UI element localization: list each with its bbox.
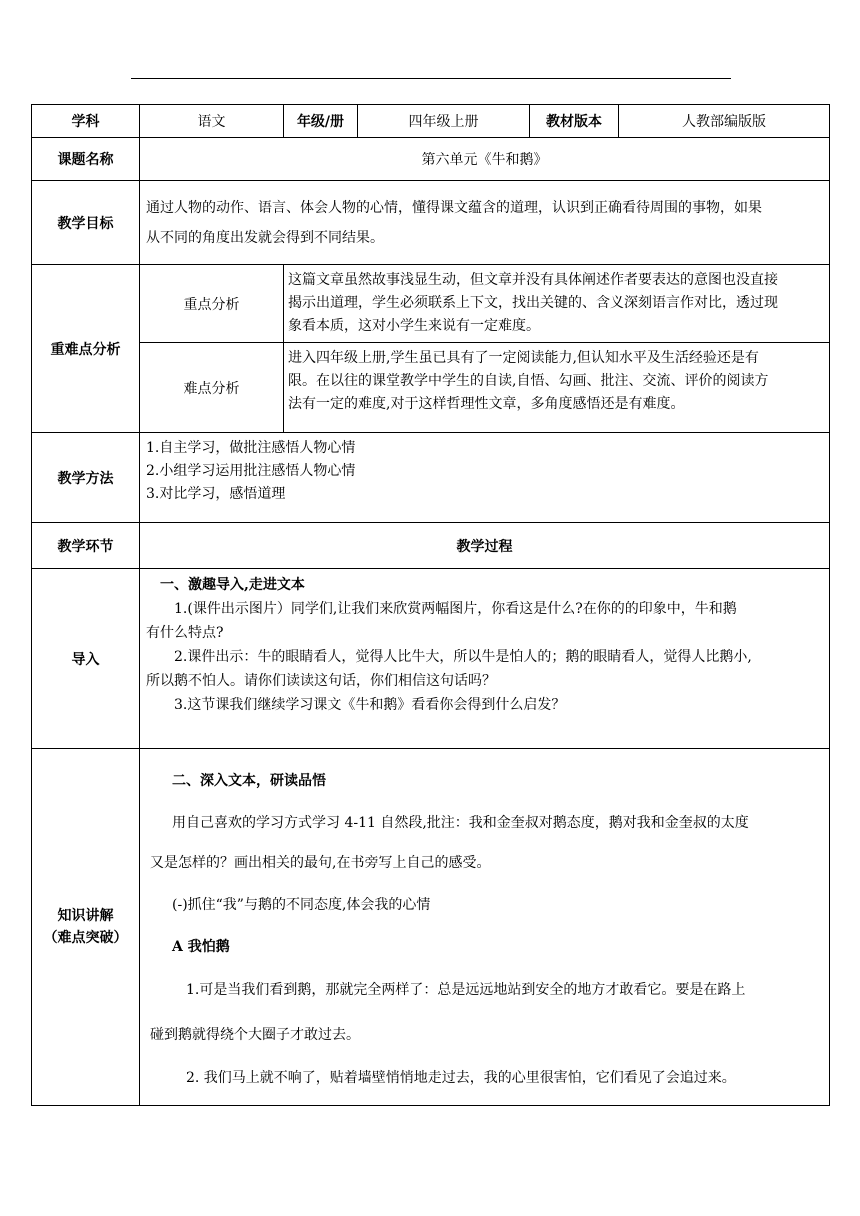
method-item-1: 1.自主学习，做批注感悟人物心情 (146, 440, 356, 456)
knowledge-row (32, 749, 830, 1106)
knowledge-p3: 2. 我们马上就不响了，贴着墙壁悄悄地走过去，我的心里很害怕，它们看见了会追过来。 (186, 1070, 736, 1086)
method-row (32, 433, 830, 523)
difficult-analysis-line-3: 法有一定的难度,对于这样哲理性文章，多角度感悟还是有难度。 (288, 396, 685, 412)
intro-heading: 一、激趣导入,走进文本 (160, 577, 305, 593)
difficult-analysis-line-2: 限。在以往的课堂教学中学生的自读,自悟、勾画、批注、交流、评价的阅读方 (288, 373, 769, 389)
analysis-label: 重难点分析 (32, 265, 140, 433)
knowledge-p1-line2: 又是怎样的？画出相关的最句,在书旁写上自己的感受。 (150, 855, 491, 871)
knowledge-label-1: 知识讲解 (57, 908, 114, 924)
knowledge-sub2: A 我怕鹅 (172, 939, 230, 955)
intro-label: 导入 (32, 569, 140, 749)
knowledge-p1-line1: 用自己喜欢的学习方式学习 4-11 自然段,批注：我和金奎叔对鹅态度，鹅对我和金奎叔的太度 (172, 815, 749, 831)
difficult-analysis-line-1: 进入四年级上册,学生虽已具有了一定阅读能力,但认知水平及生活经验还是有 (288, 350, 759, 366)
topic-label: 课题名称 (32, 138, 140, 181)
edition-value: 人教部编版版 (619, 105, 830, 138)
grade-label: 年级/册 (284, 105, 358, 138)
goal-label: 教学目标 (32, 181, 140, 265)
key-analysis-line-2: 揭示出道理，学生必须联系上下文，找出关键的、含义深刻语言作对比，透过现 (288, 295, 778, 311)
intro-line-2: 有什么特点? (146, 625, 224, 641)
header-row (32, 105, 830, 138)
topic-value: 第六单元《牛和鹅》 (140, 138, 830, 181)
intro-line-3: 2.课件出示：牛的眼睛看人，觉得人比牛大，所以牛是怕人的；鹅的眼睛看人，觉得人比鹅小, (174, 649, 752, 665)
goal-line-1: 通过人物的动作、语言、体会人物的心情，懂得课文蕴含的道理，认识到正确看待周围的事物，如果 (146, 199, 762, 216)
difficult-analysis-label: 难点分析 (140, 343, 284, 433)
grade-value: 四年级上册 (358, 105, 530, 138)
intro-line-1: 1.(课件出示图片）同学们,让我们来欣赏两幅图片，你看这是什么?在你的的印象中，牛和鹅 (174, 601, 737, 617)
knowledge-p2-line1: 1.可是当我们看到鹅，那就完全两样了：总是远远地站到安全的地方才敢看它。要是在路上 (186, 982, 746, 998)
knowledge-heading: 二、深入文本，研读品悟 (172, 773, 326, 789)
edition-label: 教材版本 (530, 105, 619, 138)
key-analysis-row (32, 265, 830, 343)
goal-line-2: 从不同的角度出发就会得到不同结果。 (146, 229, 384, 246)
subject-value: 语文 (140, 105, 284, 138)
key-analysis-label: 重点分析 (140, 265, 284, 343)
process-stage-label: 教学环节 (32, 523, 140, 569)
knowledge-label-2: （难点突破） (43, 930, 128, 946)
difficult-analysis-row (32, 343, 830, 433)
topic-row (32, 138, 830, 181)
process-header-row (32, 523, 830, 569)
top-rule (131, 78, 731, 79)
knowledge-p2-line2: 碰到鹅就得绕个大圈子才敢过去。 (150, 1027, 360, 1043)
method-label: 教学方法 (32, 433, 140, 523)
intro-row (32, 569, 830, 749)
key-analysis-line-1: 这篇文章虽然故事浅显生动，但文章并没有具体阐述作者要表达的意图也没直接 (288, 272, 778, 288)
process-title: 教学过程 (140, 523, 830, 569)
key-analysis-line-3: 象看本质，这对小学生来说有一定难度。 (288, 318, 540, 334)
intro-line-5: 3.这节课我们继续学习课文《牛和鹅》看看你会得到什么启发？ (174, 697, 566, 713)
subject-label: 学科 (32, 105, 140, 138)
goal-row (32, 181, 830, 265)
knowledge-sub1: (-)抓住“我”与鹅的不同态度,体会我的心情 (172, 897, 431, 913)
intro-line-4: 所以鹅不怕人。请你们读读这句话，你们相信这句话吗？ (146, 673, 496, 689)
lesson-plan-table (31, 104, 830, 1106)
method-item-2: 2.小组学习运用批注感悟人物心情 (146, 463, 356, 479)
method-item-3: 3.对比学习，感悟道理 (146, 486, 286, 502)
